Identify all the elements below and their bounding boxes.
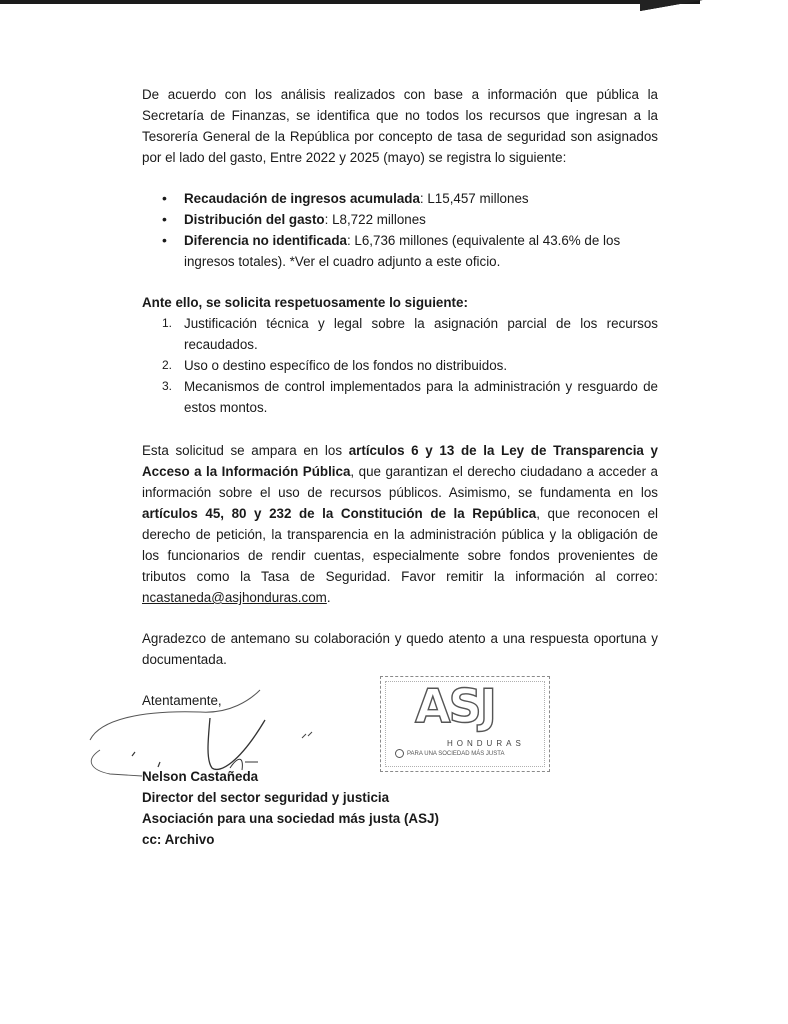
list-item: 1. Justificación técnica y legal sobre la asignación parcial de los recursos recaudados. [162,316,658,352]
scan-edge-corner [640,0,750,12]
list-item: • Recaudación de ingresos acumulada: L15,457 millones [142,188,658,209]
signer-title: Director del sector seguridad y justicia [142,790,390,805]
email-link[interactable]: ncastaneda@asjhonduras.com [142,590,327,605]
intro-paragraph: De acuerdo con los análisis realizados con base a información que pública la Secretaría de Finanzas, se identifica que no todos los recursos que ingresan a la Tesorería General de la República por concepto de tasa de seguridad son asignados por el lado del gasto, Entre 2022 y 2025 (mayo) se registra lo siguiente: [142,87,658,165]
asj-stamp: ASJ HONDURAS PARA UNA SOCIEDAD MÁS JUSTA [380,676,550,772]
list-item: • Distribución del gasto: L8,722 millones [142,209,658,230]
list-item: • Diferencia no identificada: L6,736 millones (equivalente al 43.6% de los ingresos totales). *Ver el cuadro adjunto a este oficio. [142,230,658,272]
signer-name: Nelson Castañeda [142,769,259,784]
emblem-icon [395,749,404,758]
cc-line: cc: Archivo [142,832,215,847]
legal-basis-paragraph: Esta solicitud se ampara en los artículos 6 y 13 de la Ley de Transparencia y Acceso a la Información Pública, que garantizan el derecho ciudadano a acceder a información sobre el uso de recursos públicos. Asimismo, se fundamenta en los artículos 45, 80 y 232 de la Constitución de la República, que reconocen el derecho de petición, la transparencia en la administración pública y la obligación de los funcionarios de rendir cuentas, especialmente sobre fondos provenientes de tributos como la Tasa de Seguridad. Favor remitir la información al correo: ncastaneda@asjhonduras.com. [142,443,658,605]
asj-logo: ASJ [415,679,495,733]
signature-block [142,766,439,850]
list-item: 2. Uso o destino específico de los fondos no distribuidos. [162,358,508,373]
closing: Atentamente, [142,693,222,708]
signer-organization: Asociación para una sociedad más justa (ASJ) [142,811,439,826]
list-item: 3. Mecanismos de control implementados para la administración y resguardo de estos montos. [162,379,658,415]
letter-body [142,84,658,711]
scan-edge-top [0,0,700,4]
figures-list [142,188,658,272]
request-title: Ante ello, se solicita respetuosamente lo siguiente: [142,295,468,310]
thanks-paragraph: Agradezco de antemano su colaboración y quedo atento a una respuesta oportuna y documentada. [142,631,658,667]
requests-list [142,313,658,418]
